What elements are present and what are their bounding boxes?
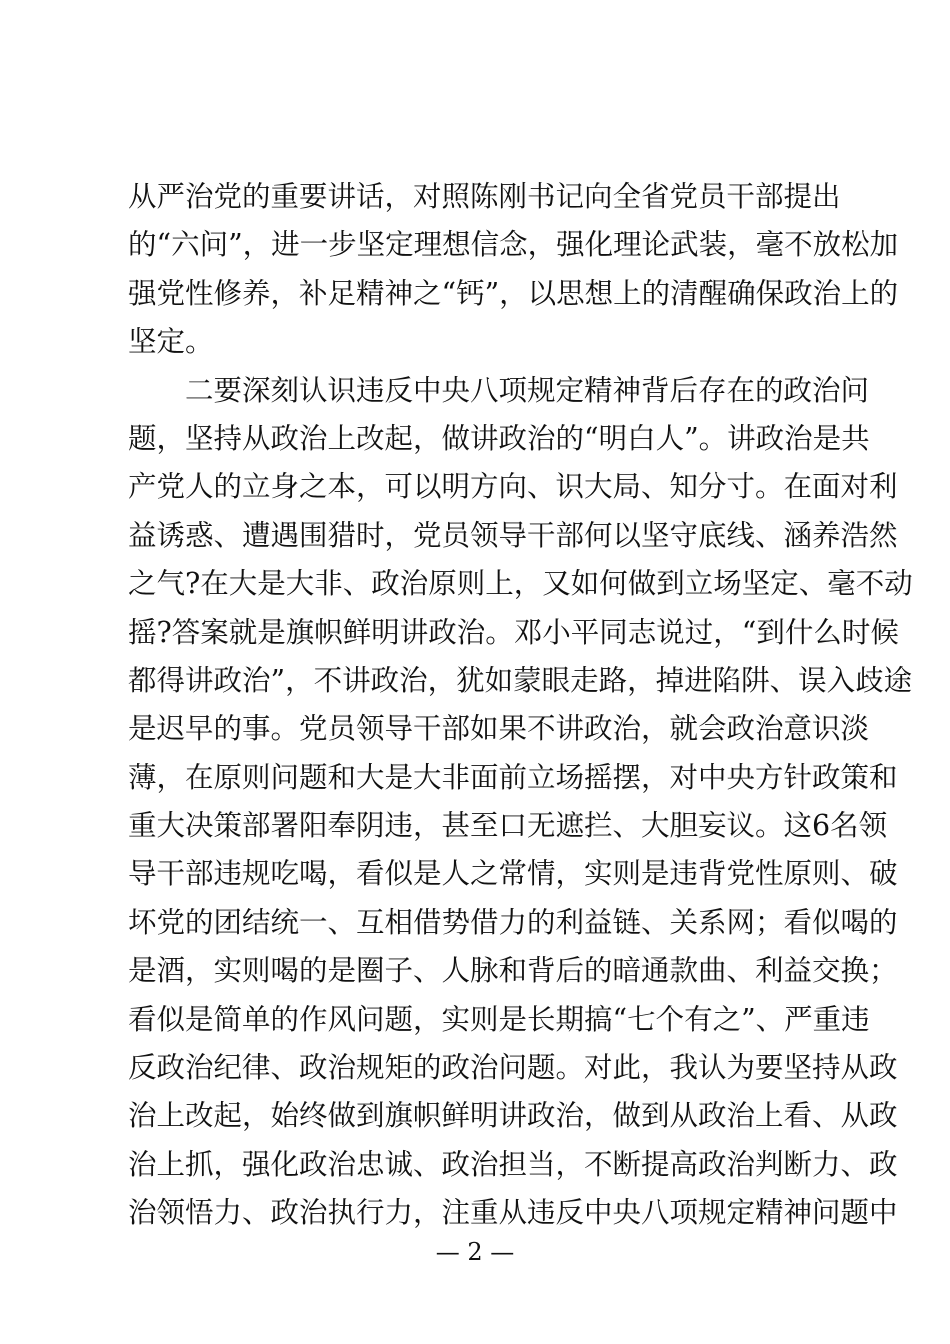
text-line: 坏党的团结统一、互相借势借力的利益链、关系网；看似喝的 xyxy=(128,905,898,939)
text-line: 治领悟力、政治执行力，注重从违反中央八项规定精神问题中 xyxy=(128,1196,898,1230)
text-line: 反政治纪律、政治规矩的政治问题。对此，我认为要坚持从政 xyxy=(128,1051,898,1085)
text-line: 是迟早的事。党员领导干部如果不讲政治，就会政治意识淡 xyxy=(128,712,870,746)
text-line: 二要深刻认识违反中央八项规定精神背后存在的政治问 xyxy=(128,373,870,407)
page-number: — 2 — xyxy=(435,1238,515,1266)
body-text xyxy=(128,173,913,1238)
text-line: 之气?在大是大非、政治原则上，又如何做到立场坚定、毫不动 xyxy=(128,567,913,601)
text-line: 题，坚持从政治上改起，做讲政治的“明白人”。讲政治是共 xyxy=(128,421,870,455)
text-line: 产党人的立身之本，可以明方向、识大局、知分寸。在面对利 xyxy=(128,470,898,504)
text-line: 治上改起，始终做到旗帜鲜明讲政治，做到从政治上看、从政 xyxy=(128,1099,898,1133)
text-line: 重大决策部署阳奉阴违，甚至口无遮拦、大胆妄议。这6名领 xyxy=(128,809,888,843)
text-line: 治上抓，强化政治忠诚、政治担当，不断提高政治判断力、政 xyxy=(128,1147,898,1181)
text-line: 的“六问”，进一步坚定理想信念，强化理论武装，毫不放松加 xyxy=(128,228,899,262)
text-line: 强党性修养，补足精神之“钙”，以思想上的清醒确保政治上的 xyxy=(128,276,899,310)
text-line: 看似是简单的作风问题，实则是长期搞“七个有之”、严重违 xyxy=(128,1002,870,1036)
text-line: 益诱惑、遭遇围猎时，党员领导干部何以坚守底线、涵养浩然 xyxy=(128,518,898,552)
text-line: 坚定。 xyxy=(128,325,214,359)
text-line: 摇?答案就是旗帜鲜明讲政治。邓小平同志说过，“到什么时候 xyxy=(128,615,899,649)
text-line: 从严治党的重要讲话，对照陈刚书记向全省党员干部提出 xyxy=(128,180,841,213)
text-line: 薄，在原则问题和大是大非面前立场摇摆，对中央方针政策和 xyxy=(128,760,898,794)
text-line: 是酒，实则喝的是圈子、人脉和背后的暗通款曲、利益交换； xyxy=(128,954,898,988)
text-line: 都得讲政治”，不讲政治，犹如蒙眼走路，掉进陷阱、误入歧途 xyxy=(128,663,913,697)
text-line: 导干部违规吃喝，看似是人之常情，实则是违背党性原则、破 xyxy=(128,857,898,891)
